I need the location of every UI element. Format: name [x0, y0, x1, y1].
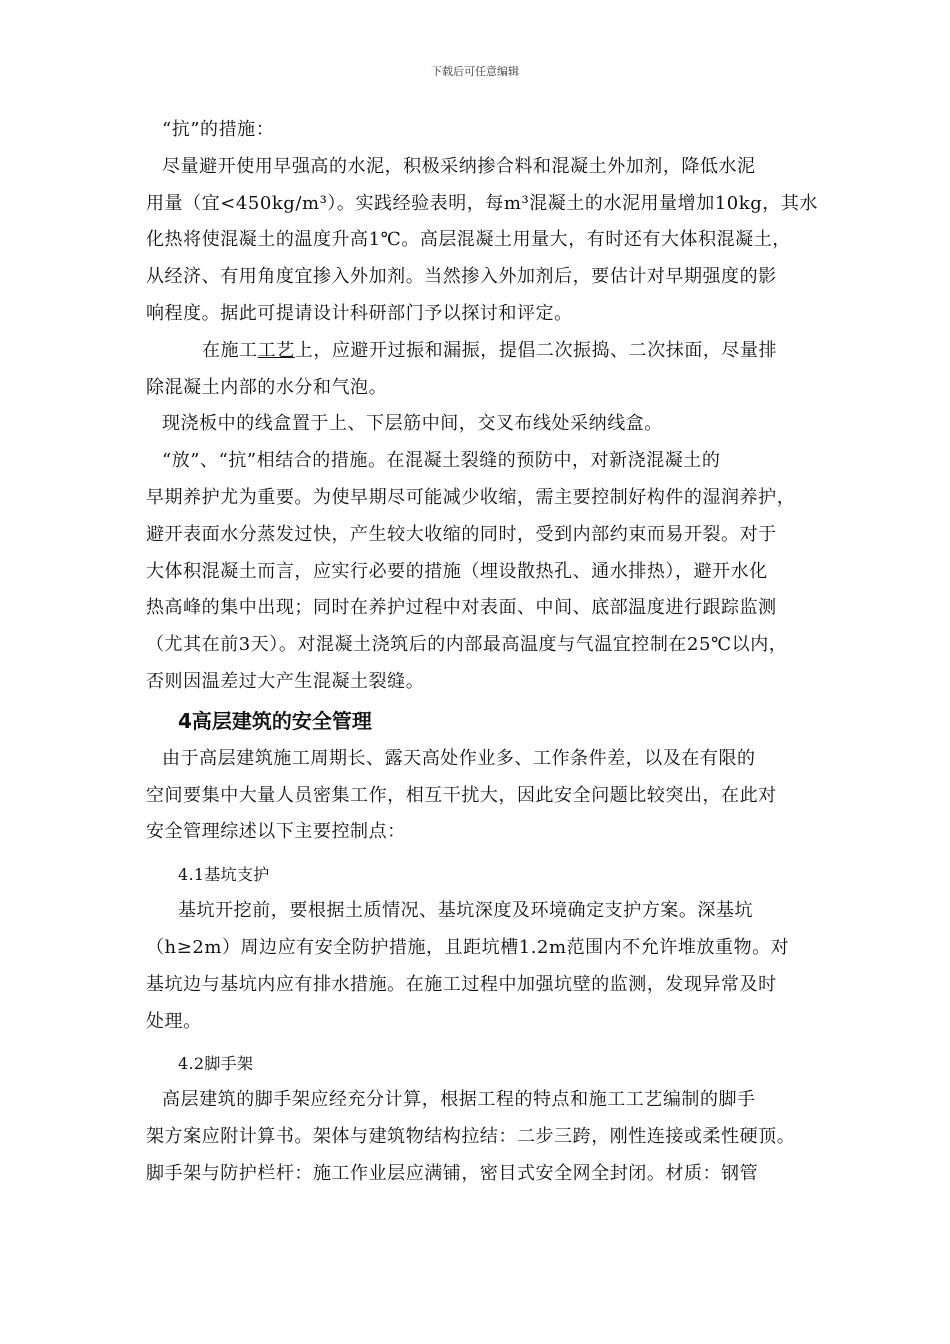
paragraph-line: “放”、“抗”相结合的措施。在混凝土裂缝的预防中，对新浇混凝土的	[162, 450, 721, 472]
subsection-heading-4-2: 4.2脚手架	[178, 1054, 254, 1074]
paragraph-line: 脚手架与防护栏杆：施工作业层应满铺，密目式安全网全封闭。材质：钢管	[146, 1162, 759, 1184]
subsection-heading-4-1: 4.1基坑支护	[178, 865, 270, 885]
document-body	[146, 112, 818, 1193]
paragraph-line: 热高峰的集中出现；同时在养护过程中对表面、中间、底部温度进行跟踪监测	[146, 597, 777, 619]
paragraph-line: 早期养护尤为重要。为使早期尽可能减少收缩，需主要控制好构件的湿润养护，	[146, 486, 796, 508]
process-link[interactable]: 工艺	[257, 339, 295, 361]
text-span: 上，应避开过振和漏振，提倡二次振捣、二次抹面，尽量排	[294, 339, 778, 361]
paragraph-line: 大体积混凝土而言，应实行必要的措施（埋设散热孔、通水排热），避开水化	[146, 560, 768, 582]
page-header-note: 下载后可任意编辑	[431, 65, 519, 78]
paragraph-line: 否则因温差过大产生混凝土裂缝。	[146, 670, 425, 692]
paragraph-line: 现浇板中的线盒置于上、下层筋中间，交叉布线处采纳线盒。	[162, 413, 663, 435]
paragraph-line: 基坑边与基坑内应有排水措施。在施工过程中加强坑壁的监测，发现异常及时	[146, 973, 777, 995]
paragraph-line: 安全管理综述以下主要控制点：	[146, 821, 406, 843]
paragraph-line: （尤其在前3天）。对混凝土浇筑后的内部最高温度与气温宜控制在25℃以内，	[146, 634, 788, 656]
paragraph-line: 响程度。据此可提请设计科研部门予以探讨和评定。	[146, 302, 573, 324]
paragraph-line: 基坑开挖前，要根据土质情况、基坑深度及环境确定支护方案。深基坑	[178, 900, 754, 922]
paragraph-line: 除混凝土内部的水分和气泡。	[146, 376, 388, 398]
paragraph-line: 用量（宜<450kg/m³）。实践经验表明，每m³混凝土的水泥用量增加10kg，其水	[146, 192, 818, 214]
paragraph-line: 从经济、有用角度宜掺入外加剂。当然掺入外加剂后，要估计对早期强度的影	[146, 266, 777, 288]
paragraph-line: 由于高层建筑施工周期长、露天高处作业多、工作条件差，以及在有限的	[162, 747, 756, 769]
section-title-resist: “抗”的措施：	[162, 119, 275, 140]
paragraph-construction-process	[146, 333, 818, 370]
paragraph-line: 高层建筑的脚手架应经充分计算，根据工程的特点和施工工艺编制的脚手	[162, 1089, 756, 1111]
paragraph-line: 架方案应附计算书。架体与建筑物结构拉结：二步三跨，刚性连接或柔性硬顶。	[146, 1126, 796, 1148]
paragraph-line: 处理。	[146, 1010, 202, 1032]
section-heading-4: 4高层建筑的安全管理	[178, 708, 372, 733]
paragraph-line: 空间要集中大量人员密集工作，相互干扰大，因此安全问题比较突出，在此对	[146, 784, 777, 806]
paragraph-line: 尽量避开使用早强高的水泥，积极采纳掺合料和混凝土外加剂，降低水泥	[162, 155, 756, 177]
paragraph-line: 避开表面水分蒸发过快，产生较大收缩的同时，受到内部约束而易开裂。对于	[146, 523, 777, 545]
paragraph-line: 化热将使混凝土的温度升高1℃。高层混凝土用量大，有时还有大体积混凝土，	[146, 229, 791, 251]
paragraph-line: （h≥2m）周边应有安全防护措施，且距坑槽1.2m范围内不允许堆放重物。对	[146, 936, 790, 958]
text-span: 在施工	[202, 339, 258, 361]
